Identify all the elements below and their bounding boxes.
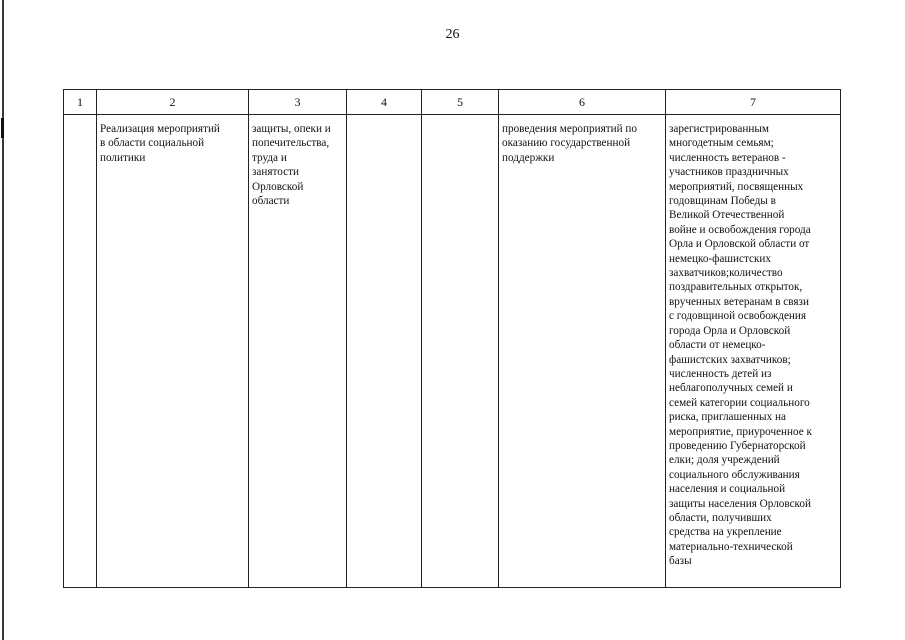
column-header-7: 7 <box>666 90 841 115</box>
page-number: 26 <box>445 27 460 42</box>
scan-edge-mark <box>1 118 4 138</box>
table-cell-col-1 <box>64 115 97 588</box>
table-cell-col-3: защиты, опеки и попечительства, труда и занятости Орловской области <box>249 115 347 588</box>
column-header-2: 2 <box>97 90 249 115</box>
table-cell-col-5 <box>422 115 499 588</box>
scan-edge <box>2 0 4 640</box>
table-cell-col-2: Реализация мероприятий в области социальной политики <box>97 115 249 588</box>
table-cell-col-6: проведения мероприятий по оказанию государственной поддержки <box>499 115 666 588</box>
table-cell-col-4 <box>347 115 422 588</box>
column-header-6: 6 <box>499 90 666 115</box>
column-header-5: 5 <box>422 90 499 115</box>
table-header-row <box>64 90 841 115</box>
table-row <box>64 115 841 588</box>
column-header-4: 4 <box>347 90 422 115</box>
column-header-3: 3 <box>249 90 347 115</box>
column-header-1: 1 <box>64 90 97 115</box>
table-cell-col-7: зарегистрированным многодетным семьям; численность ветеранов - участников праздничных мероприятий, посвященных годовщинам Победы в Великой Отечественной войне и освобождения города Орла и Орловской области от немецко-фашистских захватчиков;количество поздравительных открыток, врученных ветеранам в связи с годовщиной освобождения города Орла и Орловской области от немецко- фашистских захватчиков; численность детей из неблагополучных семей и семей категории социального риска, приглашенных на мероприятие, приуроченное к проведению Губернаторской елки; доля учреждений социального обслуживания населения и социальной защиты населения Орловской области, получивших средства на укрепление материально-технической базы <box>666 115 841 588</box>
data-table <box>63 89 841 588</box>
